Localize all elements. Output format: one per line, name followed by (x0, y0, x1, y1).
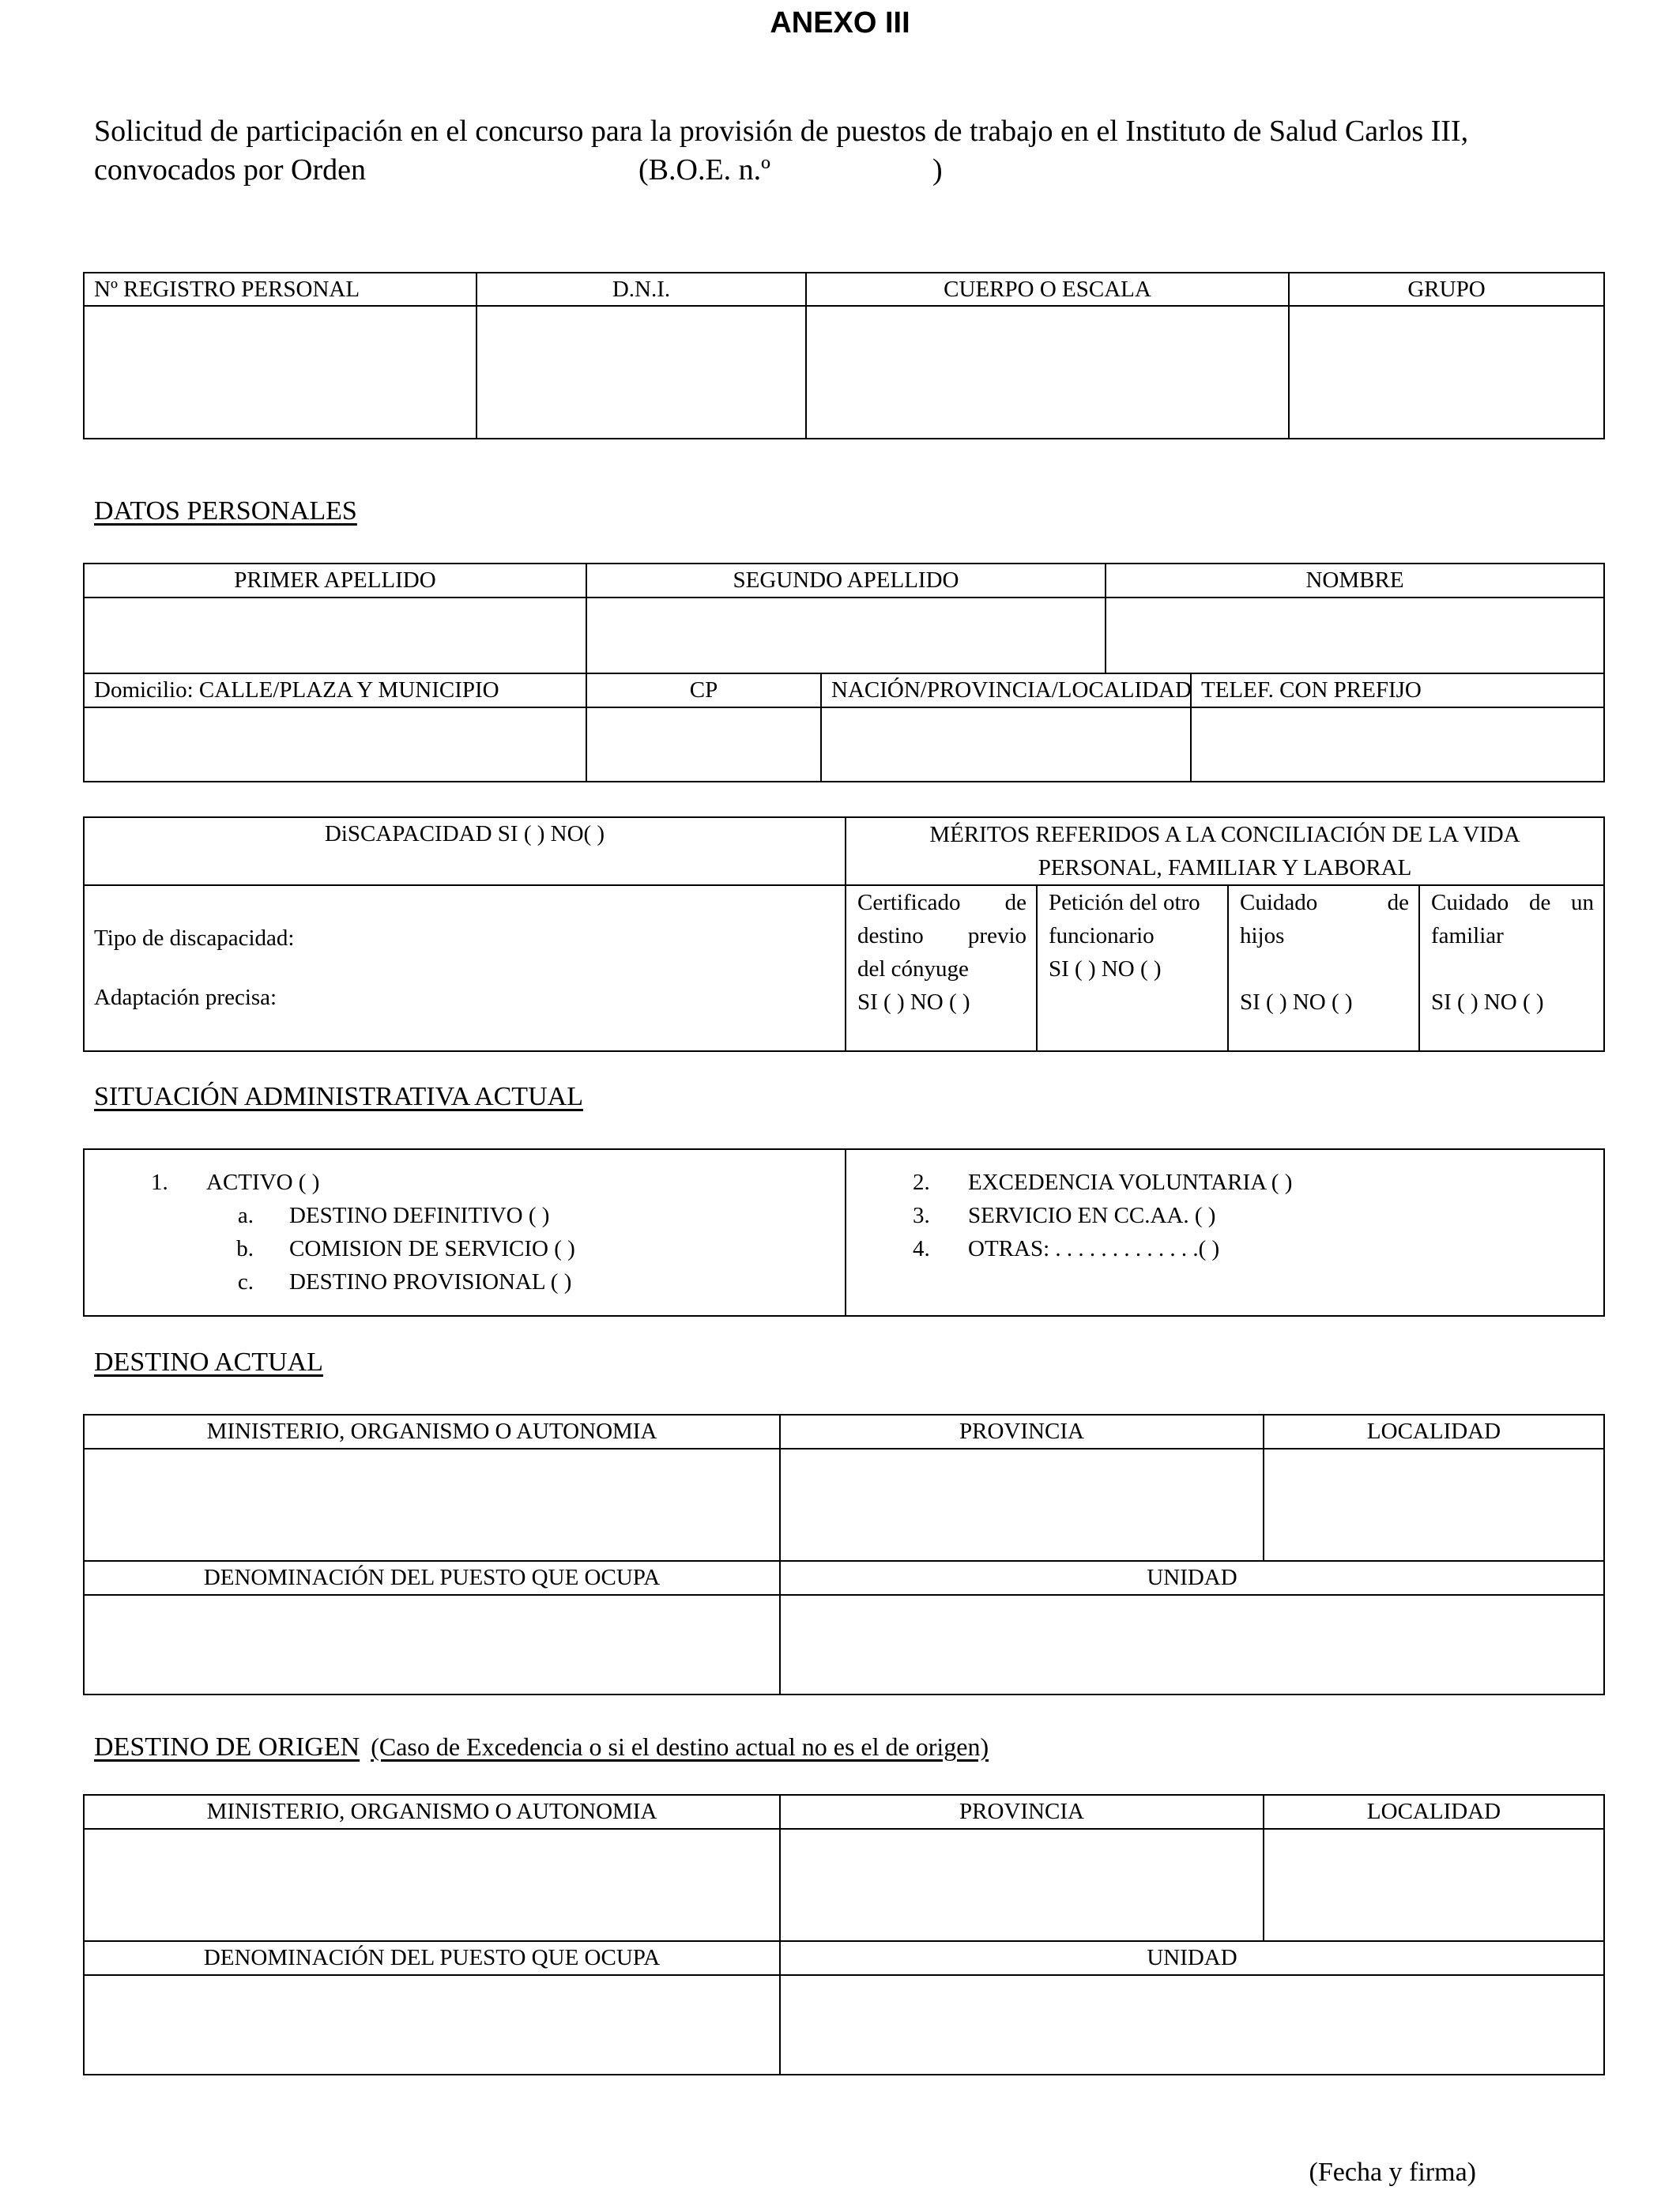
situacion-otras[interactable] (913, 1232, 1594, 1265)
destino-origen-puesto-field[interactable] (84, 1975, 780, 2075)
situacion-left-cell (84, 1149, 846, 1316)
merito-certificado-conyuge[interactable] (846, 885, 1037, 1051)
situacion-administrativa-heading: SITUACIÓN ADMINISTRATIVA ACTUAL (94, 1082, 583, 1111)
destino-origen-localidad-field[interactable] (1264, 1829, 1604, 1941)
merito-peticion-line-1: Petición del otro (1049, 890, 1200, 915)
sub-letter-c: c. (237, 1269, 254, 1295)
merito-hijos-line-1: Cuidado de (1240, 890, 1409, 915)
intro-boe-label: (B.O.E. n.º (638, 153, 770, 187)
nombre-header: NOMBRE (1106, 564, 1604, 598)
situacion-activo-number: 1. (151, 1170, 168, 1195)
destino-actual-localidad-header: LOCALIDAD (1264, 1415, 1604, 1449)
situacion-2-number: 2. (913, 1170, 930, 1195)
merito-familiar-line-1: Cuidado de un (1431, 890, 1595, 915)
cuerpo-escala-field[interactable] (806, 306, 1289, 439)
intro-orden-label: convocados por Orden (94, 153, 367, 187)
destino-actual-localidad-field[interactable] (1264, 1449, 1604, 1561)
destino-actual-table (83, 1414, 1605, 1695)
destino-actual-provincia-field[interactable] (780, 1449, 1264, 1561)
domicilio-header: Domicilio: CALLE/PLAZA Y MUNICIPIO (84, 673, 586, 707)
destino-origen-unidad-header: UNIDAD (780, 1941, 1604, 1975)
merito-hijos-si-no[interactable]: SI ( ) NO ( ) (1240, 990, 1353, 1015)
destino-actual-heading: DESTINO ACTUAL (94, 1348, 323, 1377)
dni-field[interactable] (477, 306, 806, 439)
discapacidad-meritos-table (83, 816, 1605, 1052)
otras-label: OTRAS: . . . . . . . . . . . . .( ) (968, 1236, 1220, 1261)
situacion-destino-definitivo[interactable] (151, 1199, 835, 1232)
destino-origen-provincia-header: PROVINCIA (780, 1795, 1264, 1829)
telefono-header: TELEF. CON PREFIJO (1191, 673, 1604, 707)
meritos-header-line-1: MÉRITOS REFERIDOS A LA CONCILIACIÓN DE LA VIDA (929, 822, 1520, 847)
destino-actual-unidad-header: UNIDAD (780, 1561, 1604, 1595)
merito-certificado-si-no[interactable]: SI ( ) NO ( ) (857, 990, 970, 1015)
document-title: ANEXO III (770, 6, 910, 40)
merito-certificado-line-1: Certificado de (857, 890, 1026, 915)
primer-apellido-field[interactable] (84, 598, 586, 673)
destino-origen-localidad-header: LOCALIDAD (1264, 1795, 1604, 1829)
merito-certificado-line-3: del cónyuge (857, 956, 969, 982)
intro-line-2 (94, 151, 1599, 190)
situacion-administrativa-table (83, 1148, 1605, 1317)
registro-personal-header: Nº REGISTRO PERSONAL (84, 273, 477, 306)
grupo-header: GRUPO (1289, 273, 1604, 306)
merito-familiar-line-2: familiar (1431, 923, 1504, 948)
merito-peticion-funcionario[interactable] (1037, 885, 1228, 1051)
datos-personales-heading: DATOS PERSONALES (94, 496, 357, 526)
merito-certificado-line-2: destino previo (857, 923, 1026, 948)
destino-actual-provincia-header: PROVINCIA (780, 1415, 1264, 1449)
sub-letter-a: a. (237, 1203, 254, 1228)
segundo-apellido-field[interactable] (586, 598, 1106, 673)
meritos-header-line-2: PERSONAL, FAMILIAR Y LABORAL (1038, 855, 1412, 880)
telefono-field[interactable] (1191, 707, 1604, 782)
grupo-field[interactable] (1289, 306, 1604, 439)
merito-cuidado-hijos[interactable] (1228, 885, 1419, 1051)
nacion-provincia-header: NACIÓN/PROVINCIA/LOCALIDAD (821, 673, 1191, 707)
sub-letter-b: b. (236, 1236, 254, 1261)
situacion-destino-provisional[interactable] (151, 1265, 835, 1299)
dni-header: D.N.I. (477, 273, 806, 306)
destino-origen-heading-row (94, 1732, 989, 1762)
adaptacion-precisa-label: Adaptación precisa: (94, 985, 277, 1010)
destino-definitivo-label: DESTINO DEFINITIVO ( ) (289, 1203, 550, 1228)
comision-servicio-label: COMISION DE SERVICIO ( ) (289, 1236, 575, 1261)
destino-actual-ministerio-header: MINISTERIO, ORGANISMO O AUTONOMIA (84, 1415, 780, 1449)
situacion-excedencia-voluntaria[interactable] (913, 1166, 1594, 1199)
tipo-discapacidad-label: Tipo de discapacidad: (94, 925, 295, 951)
registro-personal-field[interactable] (84, 306, 477, 439)
situacion-activo[interactable] (151, 1166, 835, 1199)
servicio-ccaa-label: SERVICIO EN CC.AA. ( ) (968, 1203, 1216, 1228)
situacion-otras-list (913, 1166, 1594, 1265)
merito-familiar-si-no[interactable]: SI ( ) NO ( ) (1431, 990, 1544, 1015)
merito-peticion-line-2: funcionario (1049, 923, 1155, 948)
destino-origen-heading: DESTINO DE ORIGEN (94, 1732, 360, 1762)
destino-provisional-label: DESTINO PROVISIONAL ( ) (289, 1269, 572, 1295)
merito-cuidado-familiar[interactable] (1419, 885, 1604, 1051)
destino-actual-unidad-field[interactable] (780, 1595, 1604, 1695)
intro-paragraph (94, 112, 1599, 190)
primer-apellido-header: PRIMER APELLIDO (84, 564, 586, 598)
destino-actual-puesto-header: DENOMINACIÓN DEL PUESTO QUE OCUPA (84, 1561, 780, 1595)
fecha-firma-label: (Fecha y firma) (1309, 2158, 1476, 2187)
situacion-servicio-ccaa[interactable] (913, 1199, 1594, 1232)
domicilio-field[interactable] (84, 707, 586, 782)
destino-actual-ministerio-field[interactable] (84, 1449, 780, 1561)
merito-peticion-si-no[interactable]: SI ( ) NO ( ) (1049, 956, 1162, 982)
destino-origen-ministerio-header: MINISTERIO, ORGANISMO O AUTONOMIA (84, 1795, 780, 1829)
destino-origen-provincia-field[interactable] (780, 1829, 1264, 1941)
destino-origen-puesto-header: DENOMINACIÓN DEL PUESTO QUE OCUPA (84, 1941, 780, 1975)
registro-table (83, 272, 1605, 439)
nombre-field[interactable] (1106, 598, 1604, 673)
destino-actual-puesto-field[interactable] (84, 1595, 780, 1695)
merito-hijos-line-2: hijos (1240, 923, 1285, 948)
destino-origen-table (83, 1794, 1605, 2075)
cp-field[interactable] (586, 707, 821, 782)
excedencia-voluntaria-label: EXCEDENCIA VOLUNTARIA ( ) (968, 1170, 1293, 1195)
cuerpo-escala-header: CUERPO O ESCALA (806, 273, 1289, 306)
meritos-header (846, 817, 1604, 885)
nacion-provincia-field[interactable] (821, 707, 1191, 782)
destino-origen-note: (Caso de Excedencia o si el destino actual no es el de origen) (371, 1732, 989, 1761)
destino-origen-ministerio-field[interactable] (84, 1829, 780, 1941)
situacion-4-number: 4. (913, 1236, 930, 1261)
situacion-right-cell (846, 1149, 1604, 1316)
situacion-3-number: 3. (913, 1203, 930, 1228)
situacion-activo-list (151, 1166, 835, 1299)
segundo-apellido-header: SEGUNDO APELLIDO (586, 564, 1106, 598)
discapacidad-header: DiSCAPACIDAD SI ( ) NO( ) (84, 817, 846, 885)
intro-line-1: Solicitud de participación en el concurso para la provisión de puestos de trabajo en el Instituto de Salud Carlos III, (94, 115, 1469, 148)
discapacidad-detalle-cell (84, 885, 846, 1051)
cp-header: CP (586, 673, 821, 707)
datos-personales-table (83, 563, 1605, 782)
intro-boe-close: ) (932, 153, 943, 187)
situacion-activo-label: ACTIVO ( ) (206, 1170, 320, 1195)
situacion-comision-servicio[interactable] (151, 1232, 835, 1265)
destino-origen-unidad-field[interactable] (780, 1975, 1604, 2075)
